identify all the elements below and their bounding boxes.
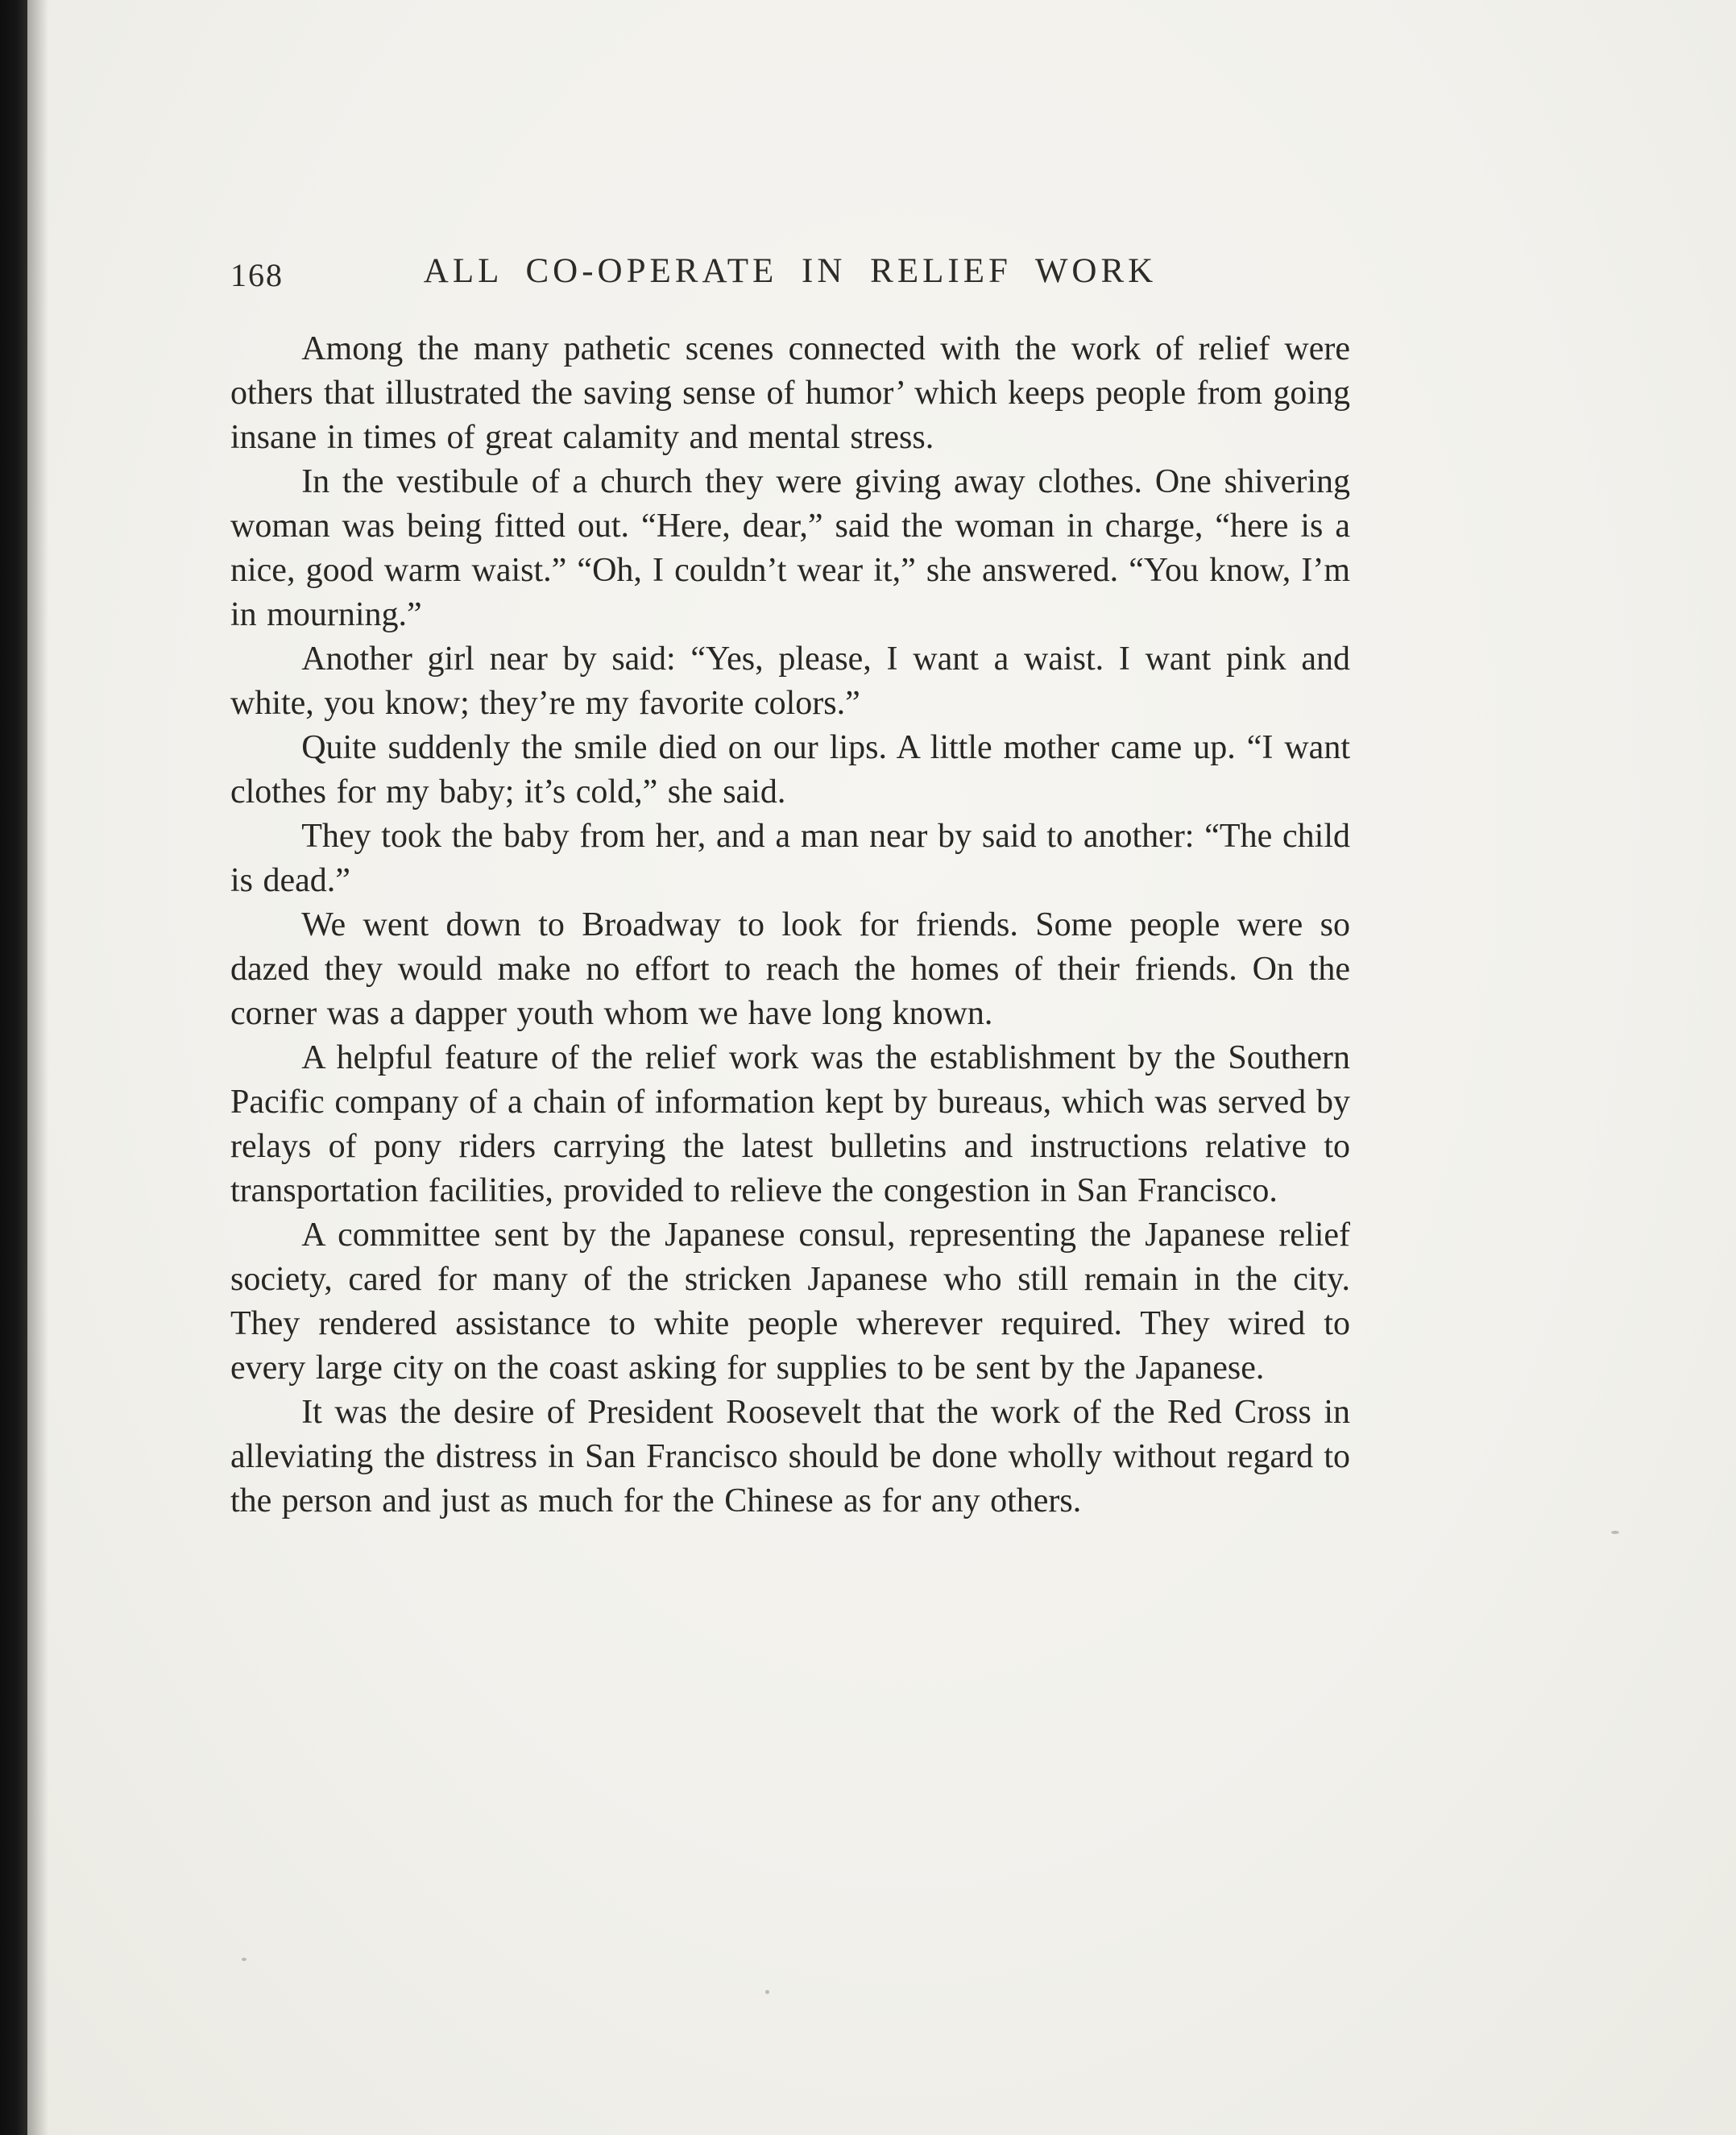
paragraph: Another girl near by said: “Yes, please, I want a waist. I want pink and white, you know; they’re my favorite colors.” — [230, 640, 1350, 722]
scan-speck — [765, 1990, 769, 1994]
scan-speck — [1611, 1531, 1619, 1534]
paragraph: They took the baby from her, and a man near by said to another: “The child is dead.” — [230, 818, 1350, 899]
scan-speck — [242, 1958, 247, 1961]
running-title: ALL CO-OPERATE IN RELIEF WORK — [423, 252, 1158, 290]
paragraph: We went down to Broadway to look for friends. Some people were so dazed they would make no effort to reach the homes of their friends. On the corner was a dapper youth whom we have long known. — [230, 906, 1350, 1032]
page-body — [230, 327, 1350, 1524]
scan-edge-shadow — [0, 0, 27, 2135]
book-page — [230, 251, 1350, 1524]
paragraph: Quite suddenly the smile died on our lips. A little mother came up. “I want clothes for my baby; it’s cold,” she said. — [230, 729, 1350, 810]
page-number: 168 — [230, 257, 284, 293]
paragraph: A helpful feature of the relief work was the establishment by the Southern Pacific company of a chain of information kept by bureaus, which was served by relays of pony riders carrying the latest bulletins and instructions relative to transportation facilities, provided to relieve the congestion in San Francisco. — [230, 1039, 1350, 1209]
page-header — [230, 251, 1350, 300]
paragraph: In the vestibule of a church they were giving away clothes. One shivering woman was being fitted out. “Here, dear,” said the woman in charge, “here is a nice, good warm waist.” “Oh, I couldn’t wear it,” she answered. “You know, I’m in mourning.” — [230, 463, 1350, 633]
paragraph: Among the many pathetic scenes connected with the work of relief were others that illustrated the saving sense of humor’ which keeps people from going insane in times of great calamity and mental stress. — [230, 330, 1350, 456]
paragraph: It was the desire of President Roosevelt that the work of the Red Cross in alleviating the distress in San Francisco should be done wholly without regard to the person and just as much for the Chinese as for any others. — [230, 1394, 1350, 1519]
paragraph: A committee sent by the Japanese consul, representing the Japanese relief society, cared for many of the stricken Japanese who still remain in the city. They rendered assistance to white people wherever required. They wired to every large city on the coast asking for supplies to be sent by the Japanese. — [230, 1217, 1350, 1387]
